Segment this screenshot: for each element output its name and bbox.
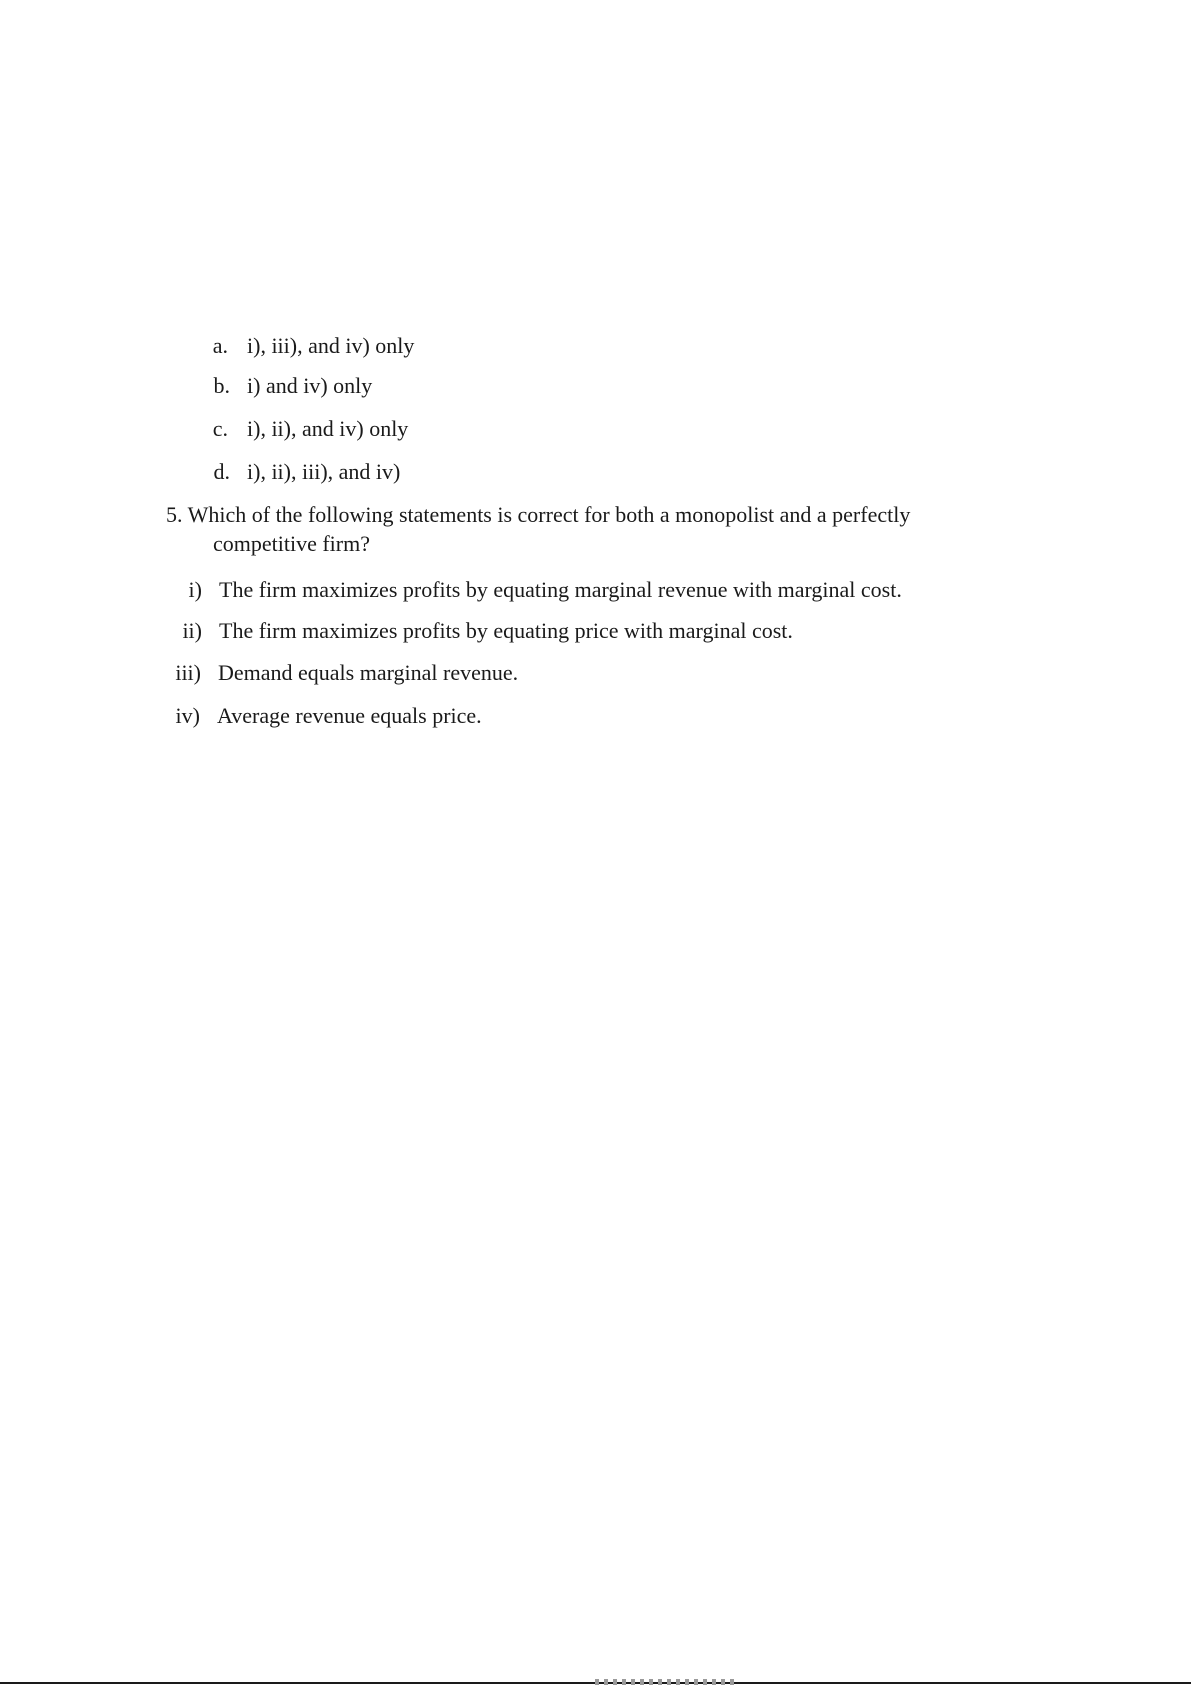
option-text: i), ii), iii), and iv) <box>247 459 401 484</box>
statement-marker: i) <box>188 577 202 602</box>
footer-rule-fragment <box>595 1679 735 1685</box>
statement-text: Average revenue equals price. <box>217 703 482 728</box>
question-5-stem: 5. Which of the following statements is correct for both a monopolist and a perfectly <box>166 502 911 527</box>
statement-marker: iii) <box>175 660 201 685</box>
statement-text: Demand equals marginal revenue. <box>218 660 519 685</box>
statement-marker: ii) <box>182 618 202 643</box>
option-marker: b. <box>213 373 230 398</box>
statement-text: The firm maximizes profits by equating price with marginal cost. <box>219 618 793 643</box>
statement-marker: iv) <box>175 703 200 728</box>
option-marker: a. <box>212 333 228 358</box>
option-marker: d. <box>213 459 230 484</box>
option-marker: c. <box>212 416 228 441</box>
option-text: i), ii), and iv) only <box>247 416 409 441</box>
option-text: i), iii), and iv) only <box>247 333 415 358</box>
question-5-stem-continued: competitive firm? <box>213 531 370 556</box>
option-text: i) and iv) only <box>247 373 373 398</box>
statement-text: The firm maximizes profits by equating marginal revenue with marginal cost. <box>219 577 902 602</box>
